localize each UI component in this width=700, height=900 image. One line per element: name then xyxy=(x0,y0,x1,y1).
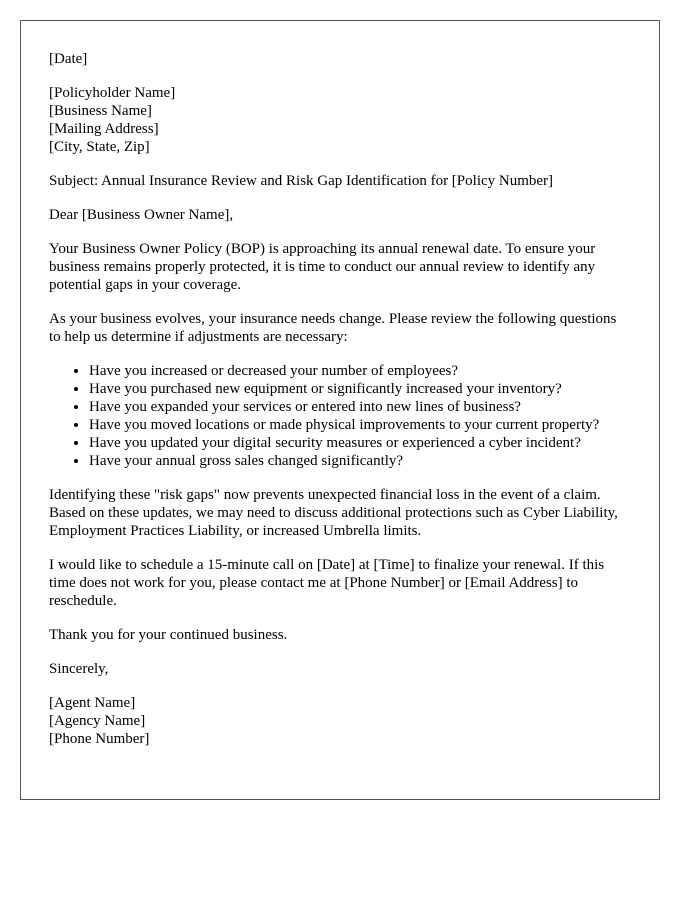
recipient-address: [Mailing Address] xyxy=(49,121,159,137)
letter-paragraph-intro: Your Business Owner Policy (BOP) is approaching its annual renewal date. To ensure your business remains properly protected, it is time to conduct our annual review to identify any potential gaps in your coverage. xyxy=(49,241,596,293)
letter-document xyxy=(20,20,660,800)
letter-closing: Sincerely, xyxy=(49,661,109,677)
letter-paragraph-schedule-call: I would like to schedule a 15-minute call on [Date] at [Time] to finalize your renewal. If this time does not work for you, please contact me at [Phone Number] or [Email Address] to reschedule. xyxy=(49,557,605,609)
list-item: • Have your annual gross sales changed significantly? xyxy=(89,452,631,470)
recipient-city-state-zip: [City, State, Zip] xyxy=(49,139,150,155)
review-questions-list xyxy=(49,362,631,470)
letter-date-block xyxy=(49,50,631,68)
letter-subject: Subject: Annual Insurance Review and Risk Gap Identification for [Policy Number] xyxy=(49,173,554,189)
letter-paragraph-risk-gaps: Identifying these "risk gaps" now prevents unexpected financial loss in the event of a claim. Based on these updates, we may need to discuss additional protections such as Cyber Liability, Employment Practices Liability, or increased Umbrella limits. xyxy=(49,487,618,539)
letter-date: [Date] xyxy=(49,51,88,67)
list-item: • Have you moved locations or made physical improvements to your current property? xyxy=(89,416,631,434)
list-item: • Have you purchased new equipment or significantly increased your inventory? xyxy=(89,380,631,398)
recipient-name: [Policyholder Name] xyxy=(49,85,176,101)
list-item: • Have you updated your digital security measures or experienced a cyber incident? xyxy=(89,434,631,452)
list-item: • Have you expanded your services or entered into new lines of business? xyxy=(89,398,631,416)
letter-paragraph-questions-intro: As your business evolves, your insurance needs change. Please review the following questions to help us determine if adjustments are necessary: xyxy=(49,311,617,345)
signature-block xyxy=(49,694,631,748)
letter-paragraph-thanks: Thank you for your continued business. xyxy=(49,627,288,643)
agency-name: [Agency Name] xyxy=(49,713,146,729)
recipient-business: [Business Name] xyxy=(49,103,152,119)
agent-name: [Agent Name] xyxy=(49,695,136,711)
letter-salutation: Dear [Business Owner Name], xyxy=(49,207,234,223)
agent-phone: [Phone Number] xyxy=(49,731,150,747)
list-item: • Have you increased or decreased your number of employees? xyxy=(89,362,631,380)
recipient-address-block xyxy=(49,84,631,156)
